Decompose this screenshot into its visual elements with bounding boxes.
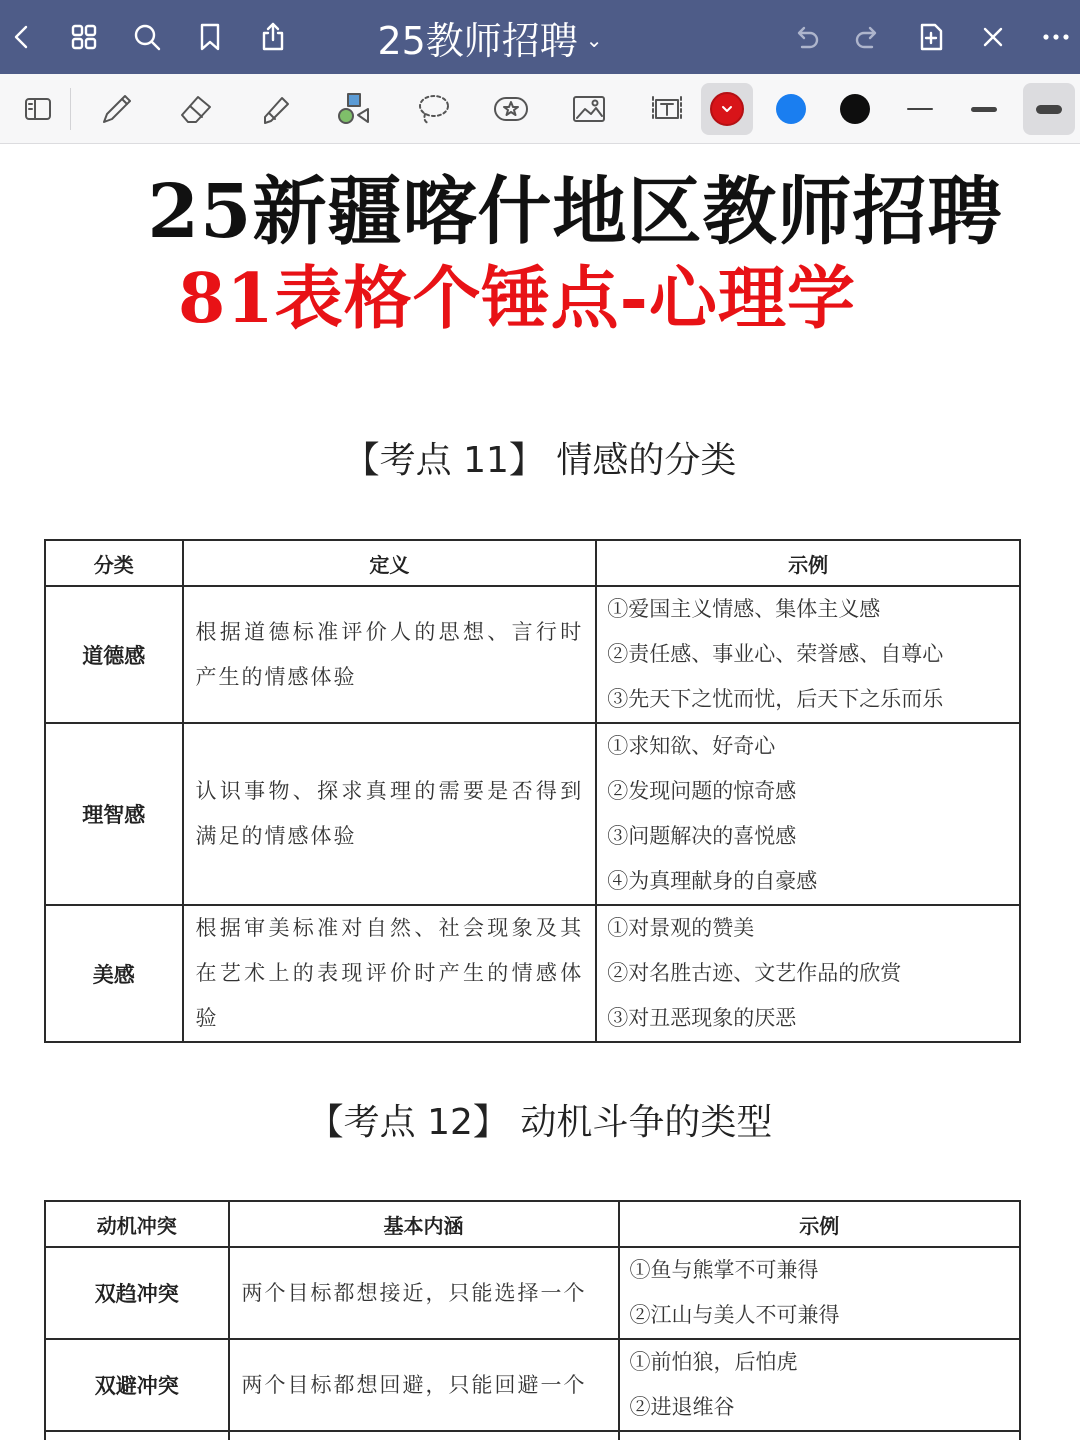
document-title-menu[interactable]: [330, 12, 650, 62]
table-header-row: [45, 540, 1020, 586]
stroke-medium-icon: [971, 107, 997, 112]
example-item: ②责任感、事业心、荣誉感、自尊心: [607, 642, 944, 666]
image-icon: [569, 89, 609, 129]
example-item: ①爱国主义情感、集体主义感: [607, 597, 881, 621]
add-page-button[interactable]: [911, 17, 951, 57]
table-row: [45, 723, 1020, 905]
more-icon: [1040, 21, 1072, 53]
table-row: [45, 1431, 1020, 1440]
motive-conflict-table: [44, 1200, 1021, 1440]
document-title: 25教师招聘: [377, 18, 578, 63]
lasso-tool[interactable]: [407, 83, 459, 135]
column-header: 示例: [619, 1201, 1020, 1247]
example-item: ①求知欲、好奇心: [607, 734, 776, 758]
column-header: 分类: [45, 540, 183, 586]
back-button[interactable]: [2, 17, 42, 57]
redo-button[interactable]: [848, 17, 888, 57]
category-cell: 理智感: [45, 723, 183, 905]
bookmark-button[interactable]: [190, 17, 230, 57]
chevron-down-icon: [721, 103, 733, 115]
add-page-icon: [915, 21, 947, 53]
example-item: ①对景观的赞美: [607, 916, 755, 940]
close-icon: [977, 21, 1009, 53]
document-heading: 25新疆喀什地区教师招聘: [147, 169, 1003, 255]
eraser-icon: [176, 89, 216, 129]
toolbar-divider: [70, 88, 71, 130]
thumbnails-button[interactable]: [64, 17, 104, 57]
image-tool[interactable]: [563, 83, 615, 135]
examples-cell: [619, 1339, 1020, 1431]
example-item: ②进退维谷: [629, 1395, 735, 1419]
color-black-dot: [840, 94, 870, 124]
sticker-tool[interactable]: [485, 83, 537, 135]
undo-button[interactable]: [786, 17, 826, 57]
color-red-swatch[interactable]: [701, 83, 753, 135]
section-heading-11: 【考点 11】 情感的分类: [343, 440, 737, 481]
table-row: [45, 905, 1020, 1042]
search-icon: [131, 21, 163, 53]
stroke-thin-option[interactable]: [894, 83, 946, 135]
more-button[interactable]: [1036, 17, 1076, 57]
definition-cell: 认识事物、探求真理的需要是否得到满足的情感体验: [183, 723, 597, 905]
pen-icon: [96, 89, 136, 129]
examples-cell: [619, 1247, 1020, 1339]
text-box-tool[interactable]: [641, 83, 693, 135]
shapes-tool[interactable]: [328, 83, 380, 135]
example-item: ①前怕狼，后怕虎: [629, 1350, 798, 1374]
column-header: 基本内涵: [229, 1201, 619, 1247]
redo-icon: [852, 21, 884, 53]
bookmark-icon: [194, 21, 226, 53]
chevron-down-icon: ⌄: [585, 28, 603, 52]
grid-icon: [68, 21, 100, 53]
category-cell: 双避冲突: [45, 1339, 229, 1431]
table-row: [45, 586, 1020, 723]
color-blue-dot: [776, 94, 806, 124]
category-cell: 道德感: [45, 586, 183, 723]
stroke-thin-icon: [907, 108, 933, 110]
back-icon: [6, 21, 38, 53]
color-black-swatch[interactable]: [829, 83, 881, 135]
example-item: ③问题解决的喜悦感: [607, 824, 797, 848]
example-item: ②发现问题的惊奇感: [607, 779, 797, 803]
column-header: 动机冲突: [45, 1201, 229, 1247]
eraser-tool[interactable]: [170, 83, 222, 135]
pen-tool[interactable]: [90, 83, 142, 135]
category-cell: 美感: [45, 905, 183, 1042]
table-cell: [229, 1431, 619, 1440]
lasso-icon: [413, 89, 453, 129]
column-header: 定义: [183, 540, 597, 586]
examples-cell: [596, 586, 1020, 723]
category-cell: 双趋冲突: [45, 1247, 229, 1339]
example-item: ③对丑恶现象的厌恶: [607, 1006, 797, 1030]
annotation-toolbar: [0, 74, 1080, 144]
document-subheading: 81表格个锤点-心理学: [178, 259, 856, 339]
example-item: ②江山与美人不可兼得: [629, 1303, 840, 1327]
table-cell: [45, 1431, 229, 1440]
table-row: [45, 1247, 1020, 1339]
shapes-icon: [334, 89, 374, 129]
definition-cell: 两个目标都想回避，只能回避一个: [229, 1339, 619, 1431]
definition-cell: 两个目标都想接近，只能选择一个: [229, 1247, 619, 1339]
table-row: [45, 1339, 1020, 1431]
definition-cell: 根据道德标准评价人的思想、言行时产生的情感体验: [183, 586, 597, 723]
sticker-icon: [491, 89, 531, 129]
stroke-medium-option[interactable]: [958, 83, 1010, 135]
color-red-dot: [710, 92, 744, 126]
column-header: 示例: [596, 540, 1020, 586]
example-item: ①鱼与熊掌不可兼得: [629, 1258, 819, 1282]
sidebar-toggle-button[interactable]: [12, 83, 64, 135]
highlighter-tool[interactable]: [249, 83, 301, 135]
definition-cell: 根据审美标准对自然、社会现象及其在艺术上的表现评价时产生的情感体验: [183, 905, 597, 1042]
search-button[interactable]: [127, 17, 167, 57]
text-box-icon: [647, 89, 687, 129]
sidebar-toggle-icon: [18, 89, 58, 129]
stroke-thick-icon: [1036, 105, 1062, 114]
color-blue-swatch[interactable]: [765, 83, 817, 135]
undo-icon: [790, 21, 822, 53]
section-heading-12: 【考点 12】 动机斗争的类型: [307, 1102, 773, 1143]
example-item: ③先天下之忧而忧，后天下之乐而乐: [607, 687, 944, 711]
share-button[interactable]: [253, 17, 293, 57]
table-header-row: [45, 1201, 1020, 1247]
example-item: ④为真理献身的自豪感: [607, 869, 818, 893]
share-icon: [257, 21, 289, 53]
examples-cell: [596, 723, 1020, 905]
example-item: ②对名胜古迹、文艺作品的欣赏: [607, 961, 902, 985]
top-navigation-bar: [0, 0, 1080, 74]
table-cell: [619, 1431, 1020, 1440]
stroke-thick-option[interactable]: [1023, 83, 1075, 135]
close-button[interactable]: [973, 17, 1013, 57]
highlighter-icon: [255, 89, 295, 129]
examples-cell: [596, 905, 1020, 1042]
emotion-classification-table: [44, 539, 1021, 1043]
